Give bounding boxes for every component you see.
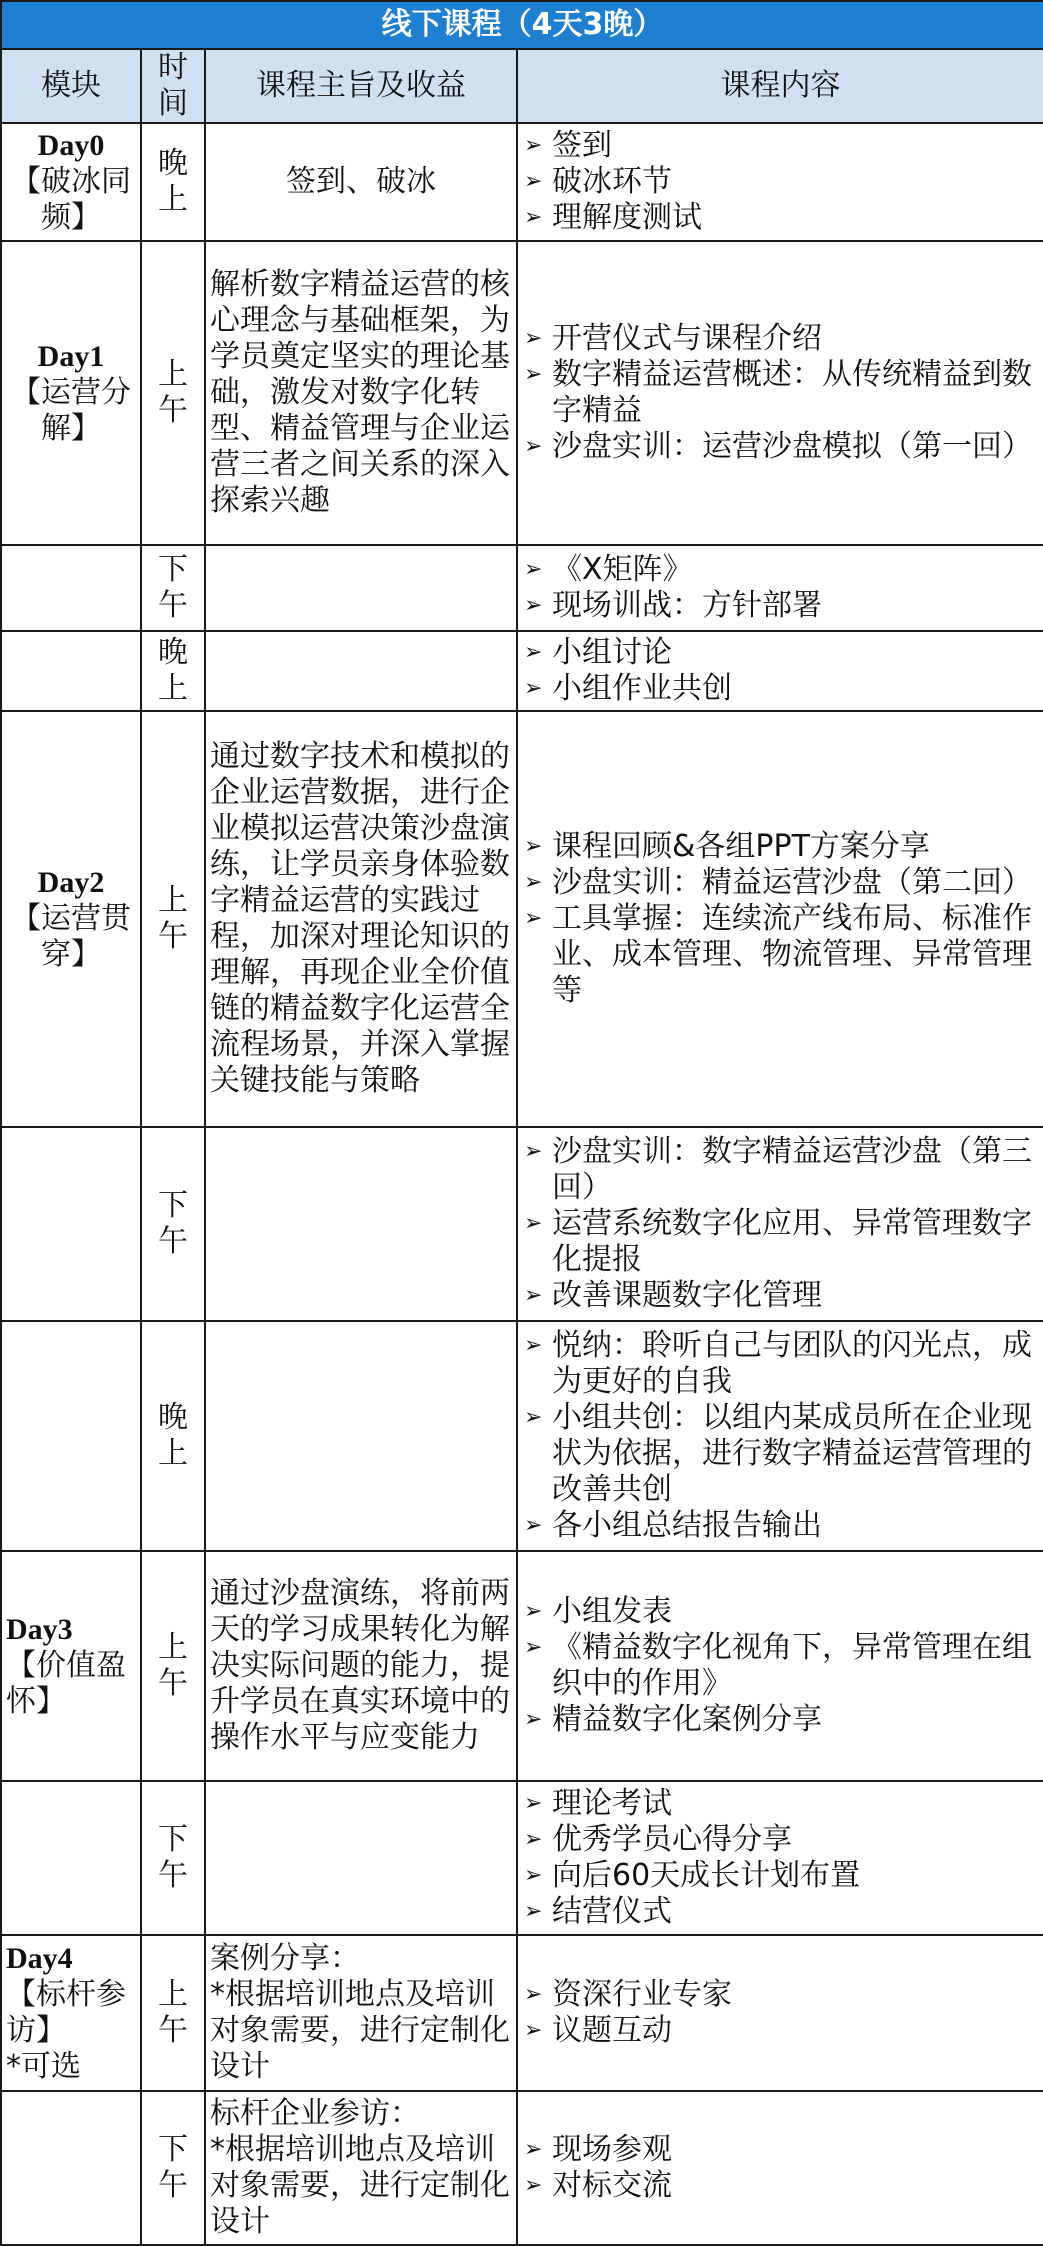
- aim-cell-empty: [205, 1781, 517, 1935]
- bullet-arrow-icon: ➢: [524, 870, 543, 895]
- time-cell: 晚上: [141, 631, 205, 711]
- bullet-arrow-icon: ➢: [524, 434, 543, 459]
- bullet-arrow-icon: ➢: [524, 834, 543, 859]
- time-cell: 下午: [141, 1127, 205, 1321]
- bullet-arrow-icon: ➢: [524, 2018, 543, 2043]
- module-cell: [1, 123, 141, 241]
- aim-note: *根据培训地点及培训对象需要，进行定制化设计: [210, 1977, 510, 2084]
- table-row: [1, 711, 1043, 1127]
- list-item: ➢ 理论考试: [524, 1786, 672, 1821]
- table-row: [1, 2091, 1043, 2245]
- module-cell: [1, 711, 141, 1127]
- list-item: ➢ 签到: [524, 128, 612, 163]
- module-cell-empty: [1, 1781, 141, 1935]
- module-cell-empty: [1, 631, 141, 711]
- list-item: ➢ 小组共创：以组内某成员所在企业现状为依据，进行数字精益运营管理的改善共创: [524, 1400, 1032, 1507]
- content-list: [522, 128, 1039, 236]
- aim-cell-empty: [205, 1321, 517, 1551]
- list-item: ➢ 小组讨论: [524, 635, 672, 670]
- bullet-arrow-icon: ➢: [524, 2173, 543, 2198]
- module-cell: [1, 1551, 141, 1781]
- table-row: [1, 1321, 1043, 1551]
- list-item: ➢ 破冰环节: [524, 164, 672, 199]
- table-row: [1, 123, 1043, 241]
- header-time: 时间: [141, 49, 205, 123]
- header-content: 课程内容: [517, 49, 1043, 123]
- content-cell: [517, 1781, 1043, 1935]
- content-list: [522, 1134, 1039, 1314]
- content-list: [522, 321, 1039, 465]
- content-cell: [517, 1935, 1043, 2091]
- day-label: Day0: [37, 129, 105, 162]
- header-module: 模块: [1, 49, 141, 123]
- list-item: ➢ 《X矩阵》: [524, 552, 693, 587]
- list-item: ➢ 优秀学员心得分享: [524, 1822, 792, 1857]
- content-cell: [517, 123, 1043, 241]
- module-cell: [1, 1935, 141, 2091]
- content-cell: [517, 545, 1043, 631]
- bullet-arrow-icon: ➢: [524, 1283, 543, 1308]
- bullet-arrow-icon: ➢: [524, 1405, 543, 1430]
- day-subtitle: 【价值盈怀】: [6, 1648, 126, 1719]
- list-item: ➢ 课程回顾&各组PPT方案分享: [524, 829, 930, 864]
- day-label: Day2: [37, 866, 105, 899]
- content-list: [522, 1786, 1039, 1930]
- bullet-arrow-icon: ➢: [524, 1899, 543, 1924]
- list-item: ➢ 小组作业共创: [524, 671, 732, 706]
- list-item: ➢ 议题互动: [524, 2013, 672, 2048]
- bullet-arrow-icon: ➢: [524, 557, 543, 582]
- list-item: ➢ 小组发表: [524, 1594, 672, 1629]
- list-item: ➢ 向后60天成长计划布置: [524, 1858, 861, 1893]
- module-cell-empty: [1, 2091, 141, 2245]
- content-list: [522, 1594, 1039, 1738]
- time-cell: 上午: [141, 1551, 205, 1781]
- time-cell: 上午: [141, 1935, 205, 2091]
- bullet-arrow-icon: ➢: [524, 1211, 543, 1236]
- list-item: ➢ 沙盘实训：数字精益运营沙盘（第三回）: [524, 1134, 1032, 1205]
- aim-cell-empty: [205, 631, 517, 711]
- day-subtitle: 【运营分解】: [11, 375, 131, 446]
- aim-cell: [205, 1935, 517, 2091]
- time-cell: 下午: [141, 1781, 205, 1935]
- list-item: ➢ 各小组总结报告输出: [524, 1508, 822, 1543]
- module-cell-empty: [1, 1127, 141, 1321]
- module-cell: [1, 241, 141, 545]
- time-cell: 上午: [141, 711, 205, 1127]
- bullet-arrow-icon: ➢: [524, 205, 543, 230]
- content-list: [522, 829, 1039, 1009]
- bullet-arrow-icon: ➢: [524, 1863, 543, 1888]
- aim-heading: 案例分享：: [210, 1941, 360, 1976]
- header-aim: 课程主旨及收益: [205, 49, 517, 123]
- list-item: ➢ 资深行业专家: [524, 1977, 732, 2012]
- content-cell: [517, 241, 1043, 545]
- optional-note: *可选: [6, 2049, 81, 2084]
- list-item: ➢ 《精益数字化视角下，异常管理在组织中的作用》: [524, 1630, 1032, 1701]
- bullet-arrow-icon: ➢: [524, 1513, 543, 1538]
- day-subtitle: 【破冰同频】: [11, 164, 131, 235]
- day-subtitle: 【标杆参访】: [6, 1977, 126, 2048]
- bullet-arrow-icon: ➢: [524, 1827, 543, 1852]
- list-item: ➢ 运营系统数字化应用、异常管理数字化提报: [524, 1206, 1032, 1277]
- content-list: [522, 1328, 1039, 1544]
- list-item: ➢ 精益数字化案例分享: [524, 1702, 822, 1737]
- day-label: Day4: [6, 1942, 73, 1975]
- bullet-arrow-icon: ➢: [524, 133, 543, 158]
- content-cell: [517, 2091, 1043, 2245]
- bullet-arrow-icon: ➢: [524, 169, 543, 194]
- content-cell: [517, 1127, 1043, 1321]
- time-cell: 晚上: [141, 1321, 205, 1551]
- list-item: ➢ 沙盘实训：运营沙盘模拟（第一回）: [524, 429, 1032, 464]
- table-row: [1, 241, 1043, 545]
- content-cell: [517, 711, 1043, 1127]
- list-item: ➢ 改善课题数字化管理: [524, 1278, 822, 1313]
- content-cell: [517, 1321, 1043, 1551]
- day-subtitle: 【运营贯穿】: [11, 901, 131, 972]
- aim-cell: 通过沙盘演练，将前两天的学习成果转化为解决实际问题的能力，提升学员在真实环境中的操作水平与应变能力: [205, 1551, 517, 1781]
- content-list: [522, 552, 1039, 624]
- content-list: [522, 635, 1039, 707]
- bullet-arrow-icon: ➢: [524, 1139, 543, 1164]
- list-item: ➢ 工具掌握：连续流产线布局、标准作业、成本管理、物流管理、异常管理等: [524, 901, 1032, 1008]
- bullet-arrow-icon: ➢: [524, 1791, 543, 1816]
- bullet-arrow-icon: ➢: [524, 1599, 543, 1624]
- bullet-arrow-icon: ➢: [524, 1635, 543, 1660]
- list-item: ➢ 数字精益运营概述：从传统精益到数字精益: [524, 357, 1032, 428]
- day-label: Day3: [6, 1613, 73, 1646]
- aim-cell: 解析数字精益运营的核心理念与基础框架，为学员奠定坚实的理论基础，激发对数字化转型、精益管理与企业运营三者之间关系的深入探索兴趣: [205, 241, 517, 545]
- bullet-arrow-icon: ➢: [524, 362, 543, 387]
- bullet-arrow-icon: ➢: [524, 1707, 543, 1732]
- day-label: Day1: [37, 340, 105, 373]
- title-row: [1, 1, 1043, 49]
- time-cell: 上午: [141, 241, 205, 545]
- aim-cell-empty: [205, 1127, 517, 1321]
- table-row: [1, 1127, 1043, 1321]
- aim-note: *根据培训地点及培训对象需要，进行定制化设计: [210, 2132, 510, 2239]
- table-row: [1, 1781, 1043, 1935]
- list-item: ➢ 理解度测试: [524, 200, 702, 235]
- aim-cell: [205, 2091, 517, 2245]
- list-item: ➢ 结营仪式: [524, 1894, 672, 1929]
- bullet-arrow-icon: ➢: [524, 1982, 543, 2007]
- table-row: [1, 545, 1043, 631]
- list-item: ➢ 对标交流: [524, 2168, 672, 2203]
- bullet-arrow-icon: ➢: [524, 640, 543, 665]
- content-cell: [517, 631, 1043, 711]
- content-cell: [517, 1551, 1043, 1781]
- list-item: ➢ 沙盘实训：精益运营沙盘（第二回）: [524, 865, 1032, 900]
- content-list: [522, 1977, 1039, 2049]
- table-row: [1, 631, 1043, 711]
- aim-heading: 标杆企业参访：: [210, 2096, 420, 2131]
- aim-cell: 签到、破冰: [205, 123, 517, 241]
- table-title: 线下课程（4天3晚）: [1, 1, 1043, 49]
- module-cell-empty: [1, 1321, 141, 1551]
- bullet-arrow-icon: ➢: [524, 2137, 543, 2162]
- bullet-arrow-icon: ➢: [524, 1333, 543, 1358]
- time-cell: 晚上: [141, 123, 205, 241]
- bullet-arrow-icon: ➢: [524, 906, 543, 931]
- bullet-arrow-icon: ➢: [524, 676, 543, 701]
- bullet-arrow-icon: ➢: [524, 593, 543, 618]
- list-item: ➢ 现场训战：方针部署: [524, 588, 822, 623]
- content-list: [522, 2132, 1039, 2204]
- bullet-arrow-icon: ➢: [524, 326, 543, 351]
- time-cell: 下午: [141, 545, 205, 631]
- list-item: ➢ 悦纳：聆听自己与团队的闪光点，成为更好的自我: [524, 1328, 1032, 1399]
- table-row: [1, 1935, 1043, 2091]
- module-cell-empty: [1, 545, 141, 631]
- header-row: [1, 49, 1043, 123]
- time-cell: 下午: [141, 2091, 205, 2245]
- table-row: [1, 1551, 1043, 1781]
- aim-cell-empty: [205, 545, 517, 631]
- list-item: ➢ 开营仪式与课程介绍: [524, 321, 822, 356]
- aim-cell: 通过数字技术和模拟的企业运营数据，进行企业模拟运营决策沙盘演练，让学员亲身体验数字精益运营的实践过程，加深对理论知识的理解，再现企业全价值链的精益数字化运营全流程场景，并深入掌握关键技能与策略: [205, 711, 517, 1127]
- list-item: ➢ 现场参观: [524, 2132, 672, 2167]
